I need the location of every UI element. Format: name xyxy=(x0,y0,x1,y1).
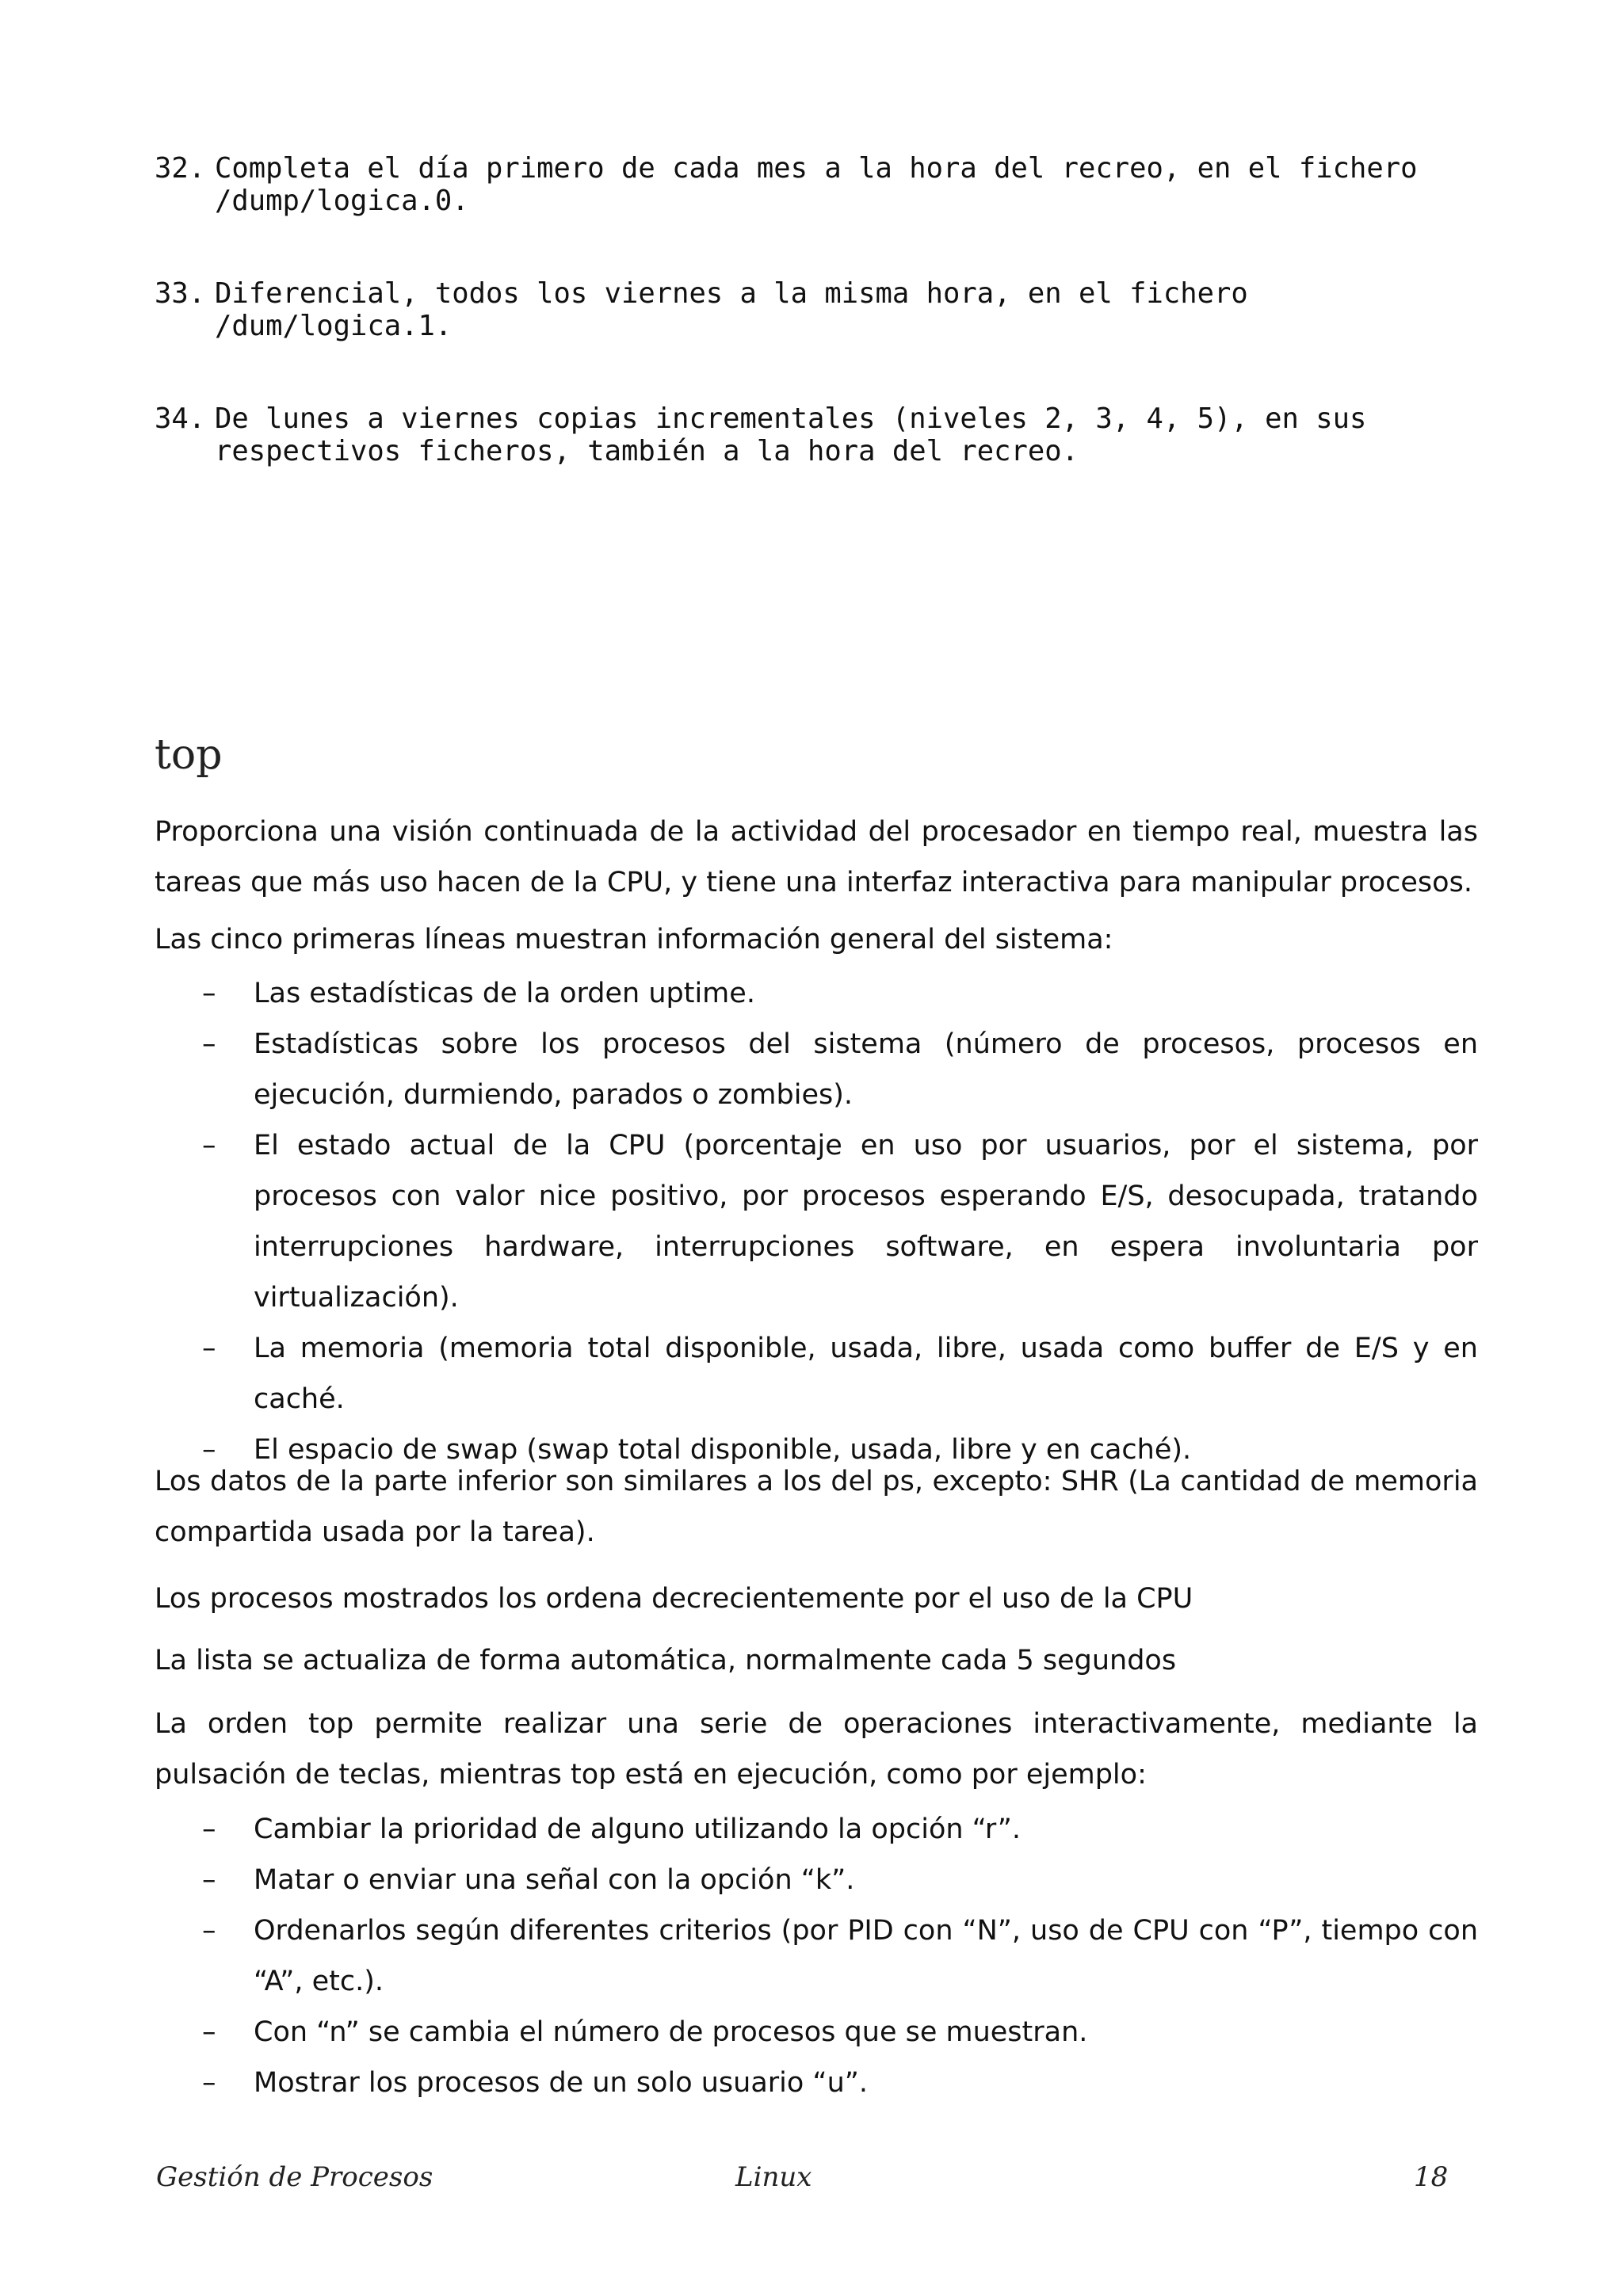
list-item: – El espacio de swap (swap total disponible, usada, libre y en caché). xyxy=(155,1425,1478,1475)
list-item: – Con “n” se cambia el número de procesos que se muestran. xyxy=(155,2007,1478,2058)
page-number: 18 xyxy=(1414,2161,1449,2193)
system-info-list xyxy=(155,968,1478,1475)
footer-os: Linux xyxy=(735,2161,812,2193)
item-text: Completa el día primero de cada mes a la hora del recreo, en el fichero /dump/logica.0. xyxy=(215,152,1418,217)
lower-data-paragraph: Los datos de la parte inferior son similares a los del ps, excepto: SHR (La cantidad de memoria compartida usada por la tarea). xyxy=(155,1466,1478,1548)
list-item: – La memoria (memoria total disponible, usada, libre, usada como buffer de E/S y en caché. xyxy=(155,1323,1478,1425)
five-lines-intro: Las cinco primeras líneas muestran información general del sistema: xyxy=(155,924,1113,955)
intro-paragraph: Proporciona una visión continuada de la actividad del procesador en tiempo real, muestra las tareas que más uso hacen de la CPU, y tiene una interfaz interactiva para manipular procesos. xyxy=(155,816,1478,898)
footer-title: Gestión de Procesos xyxy=(156,2161,433,2193)
numbered-list xyxy=(155,152,1502,528)
list-item: – Matar o enviar una señal con la opción “k”. xyxy=(155,1855,1478,1905)
bullet-dash: – xyxy=(202,1333,216,1364)
interactive-list xyxy=(155,1804,1478,2108)
bullet-dash: – xyxy=(202,1130,216,1161)
interactive-intro: La orden top permite realizar una serie de operaciones interactivamente, mediante la pulsación de teclas, mientras top está en ejecución, como por ejemplo: xyxy=(155,1708,1478,1791)
list-item: – Mostrar los procesos de un solo usuario “u”. xyxy=(155,2058,1478,2108)
bullet-dash: – xyxy=(202,978,216,1009)
section-title: top xyxy=(155,731,223,779)
bullet-dash: – xyxy=(202,2067,216,2099)
sorted-paragraph: Los procesos mostrados los ordena decrecientemente por el uso de la CPU xyxy=(155,1583,1193,1615)
list-item: – Ordenarlos según diferentes criterios (por PID con “N”, uso de CPU con “P”, tiempo con “A”, etc.). xyxy=(155,1905,1478,2007)
list-item: – Cambiar la prioridad de alguno utilizando la opción “r”. xyxy=(155,1804,1478,1855)
list-item xyxy=(155,277,1502,342)
list-item xyxy=(155,402,1502,467)
list-item xyxy=(155,152,1502,217)
bullet-dash: – xyxy=(202,1814,216,1845)
bullet-dash: – xyxy=(202,1864,216,1896)
item-text: De lunes a viernes copias incrementales (niveles 2, 3, 4, 5), en sus respectivos ficheros, también a la hora del recreo. xyxy=(215,402,1367,467)
list-item: – Las estadísticas de la orden uptime. xyxy=(155,968,1478,1019)
refresh-paragraph: La lista se actualiza de forma automática, normalmente cada 5 segundos xyxy=(155,1645,1177,1676)
bullet-dash: – xyxy=(202,2016,216,2048)
item-number: 32. xyxy=(155,152,206,185)
item-number: 34. xyxy=(155,402,206,435)
list-item: – El estado actual de la CPU (porcentaje en uso por usuarios, por el sistema, por procesos con valor nice positivo, por procesos esperando E/S, desocupada, tratando interrupciones hardware, interrupciones software, en espera involuntaria por virtualización). xyxy=(155,1120,1478,1323)
bullet-dash: – xyxy=(202,1915,216,1947)
item-text: Diferencial, todos los viernes a la misma hora, en el fichero /dum/logica.1. xyxy=(215,277,1248,342)
bullet-dash: – xyxy=(202,1434,216,1466)
bullet-dash: – xyxy=(202,1028,216,1060)
item-number: 33. xyxy=(155,277,206,310)
list-item: – Estadísticas sobre los procesos del sistema (número de procesos, procesos en ejecución, durmiendo, parados o zombies). xyxy=(155,1019,1478,1120)
